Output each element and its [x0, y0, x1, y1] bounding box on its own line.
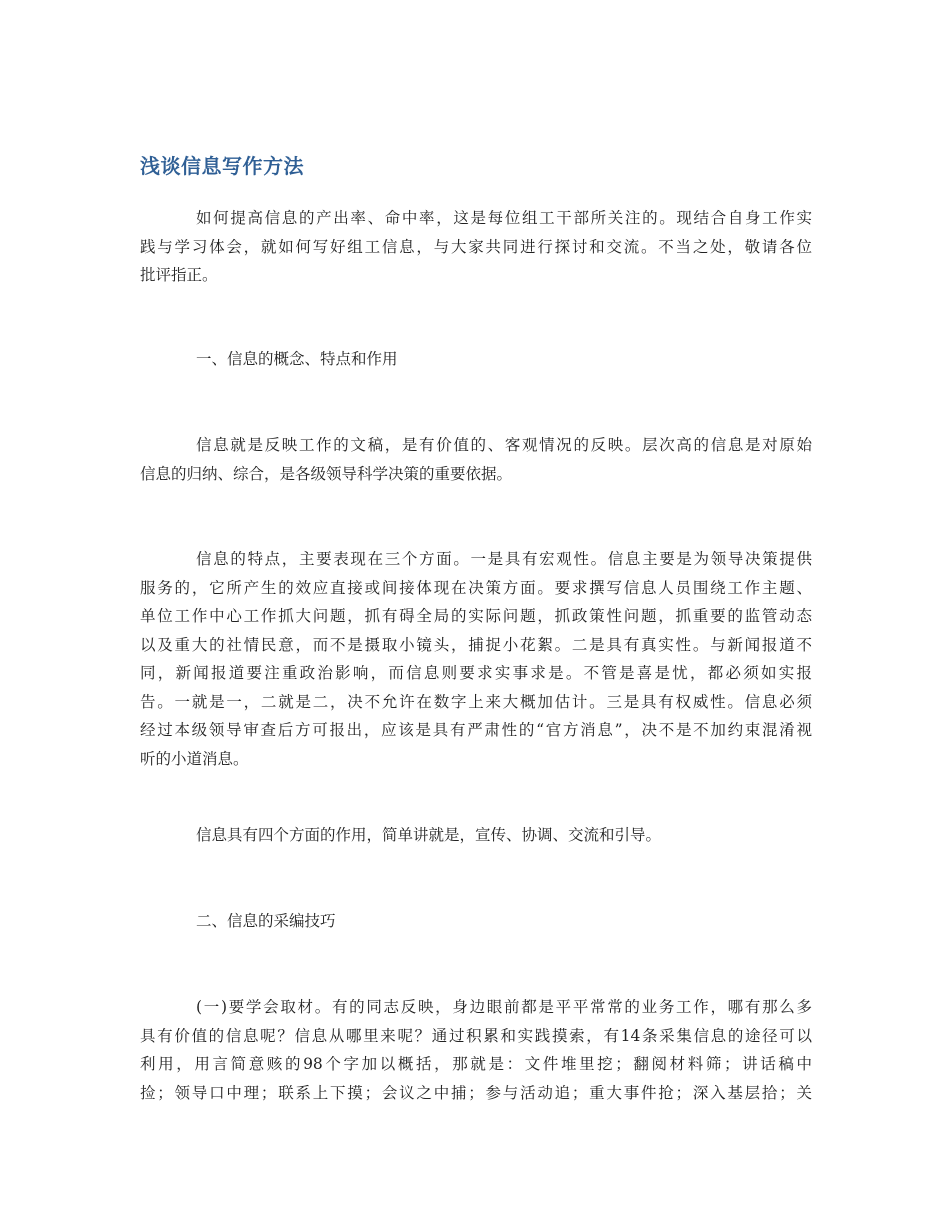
paragraph-line: (一)要学会取材。有的同志反映，身边眼前都是平平常常的业务工作，哪有那么多 — [196, 998, 812, 1016]
paragraph-line: 信息的特点，主要表现在三个方面。一是具有宏观性。信息主要是为领导决策提供 — [196, 550, 812, 568]
paragraph-line: 以及重大的社情民意，而不是摄取小镜头，捕捉小花絮。二是具有真实性。与新闻报道不 — [140, 635, 812, 654]
paragraph-line: 服务的，它所产生的效应直接或间接体现在决策方面。要求撰写信息人员围绕工作主题、 — [140, 578, 812, 597]
functions-paragraph — [140, 821, 812, 850]
document-title: 浅谈信息写作方法 — [140, 154, 304, 178]
paragraph-line: 单位工作中心工作抓大问题，抓有碍全局的实际问题，抓政策性问题，抓重要的监管动态 — [140, 607, 812, 625]
paragraph-line: 信息具有四个方面的作用，简单讲就是，宣传、协调、交流和引导。 — [196, 826, 662, 844]
paragraph-line: 批评指正。 — [140, 266, 218, 284]
paragraph-line: 经过本级领导审查后方可报出，应该是具有严肃性的“官方消息”，决不是不加约束混淆视 — [140, 721, 812, 739]
definition-paragraph — [140, 431, 812, 488]
paragraph-line: 践与学习体会，就如何写好组工信息，与大家共同进行探讨和交流。不当之处，敬请各位 — [140, 237, 812, 256]
paragraph-line: 捡；领导口中理；联系上下摸；会议之中捕；参与活动追；重大事件抢；深入基层拾；关 — [140, 1083, 812, 1102]
paragraph-line: 告。一就是一，二就是二，决不允许在数字上来大概加估计。三是具有权威性。信息必须 — [140, 692, 812, 711]
paragraph-line: 同，新闻报道要注重政治影响，而信息则要求实事求是。不管是喜是忧，都必须如实报 — [140, 664, 812, 682]
paragraph-line: 具有价值的信息呢？信息从哪里来呢？通过积累和实践摸索，有14条采集信息的途径可以 — [140, 1026, 812, 1045]
section-heading-1 — [140, 345, 812, 374]
paragraph-line: 信息的归纳、综合，是各级领导科学决策的重要依据。 — [140, 464, 513, 483]
paragraph-line: 利用，用言简意赅的98个字加以概括，那就是：文件堆里挖；翻阅材料筛；讲话稿中 — [140, 1055, 812, 1073]
section-heading-text: 一、信息的概念、特点和作用 — [196, 350, 398, 368]
intro-paragraph — [140, 204, 812, 290]
section-heading-2 — [140, 907, 812, 936]
features-paragraph — [140, 545, 812, 773]
section-heading-text: 二、信息的采编技巧 — [196, 912, 336, 930]
paragraph-line: 信息就是反映工作的文稿，是有价值的、客观情况的反映。层次高的信息是对原始 — [196, 436, 812, 454]
paragraph-line: 听的小道消息。 — [140, 749, 249, 768]
paragraph-line: 如何提高信息的产出率、命中率，这是每位组工干部所关注的。现结合自身工作实 — [196, 209, 812, 227]
sourcing-paragraph — [140, 993, 812, 1107]
